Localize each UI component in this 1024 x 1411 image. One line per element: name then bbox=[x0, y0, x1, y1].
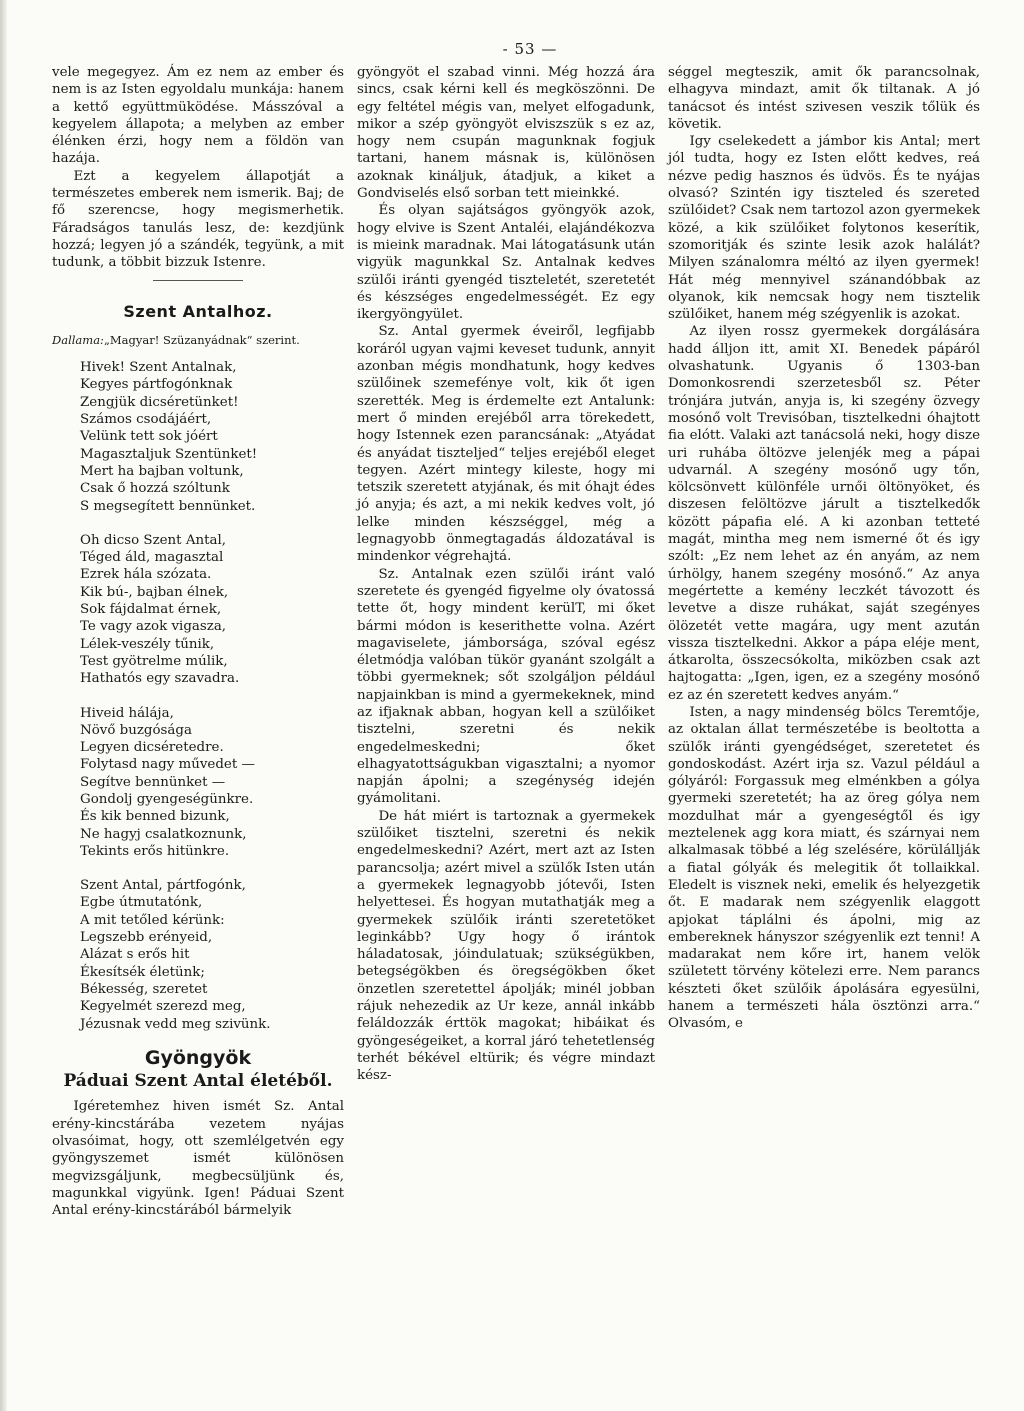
verse-line: Segítve bennünket — bbox=[80, 774, 226, 790]
paragraph: Az ilyen rossz gyermekek dorgálására hadd álljon itt, amit XI. Benedek pápáról olvashatunk. Ugyanis ő 1303-ban Domonkosrendi szerzetesből sz. Péter trónjára jutván, anyja is, ki szegény özvegy mosónő volt Trevisóban, tisztelkedni óhajtott fia elótt. Valaki azt tanácsolá neki, hogy disze uri ruhába öltözve jelenjék meg a pápai udvarnál. A szegény mosónő ugy tőn, kölcsönvett különféle urnői öltönyöket, és diszesen felöltözve járult a tisztelkedők között pápafia elé. A ki azonban tetteté magát, mintha meg nem ismerné őt és igy szólt: „Ez nem lehet az én anyám, az nem úrhölgy, hanem szegény mosónő.“ Az anya megértette a kemény leczkét távozott és levetve a disze ruhákat, saját szegényes ölözetét vette magára, ugy ment azután vissza tisztelkedni. Akkor a pápa eléje ment, átkarolta, összecsókolta, miközben csak azt hajtogatta: „Igen, igen, ez a szegény mosónő ez az én szeretett kedves anyám.“ bbox=[668, 324, 980, 703]
verse-line: Szent Antal, pártfogónk, bbox=[80, 878, 246, 894]
verse-line: Számos csodájáért, bbox=[80, 412, 212, 428]
verse-line: Téged áld, magasztal bbox=[80, 550, 224, 566]
verse-line: Egbe útmutatónk, bbox=[80, 895, 203, 911]
verse-line: Magasztaljuk Szentünket! bbox=[80, 446, 258, 462]
verse-line: Zengjük dicséretünket! bbox=[80, 394, 239, 410]
melody-note bbox=[52, 332, 344, 349]
column-1 bbox=[52, 64, 344, 1220]
verse-line: Velünk tett sok jóért bbox=[80, 429, 218, 445]
verse-line: Te vagy azok vigasza, bbox=[80, 619, 227, 635]
paragraph: gyöngyöt el szabad vinni. Még hozzá ára sincs, csak kérni kell és megköszönni. De egy feltétel mégis van, melyet elfogadunk, mikor a szép gyöngyöt elviszszük s ez az, hogy nem csupán magunknak fogjuk tartani, hanem másnak is, különösen azoknak kináljuk, átadjuk, a kiket a Gondviselés első sorban tett mieinkké. bbox=[357, 65, 655, 202]
paragraph: De hát miért is tartoznak a gyermekek szülőiket tisztelni, szeretni és nekik engedelmeskedni? Azért, mert azt az Isten parancsolja; azért mivel a szülők Isten után a gyermekek legnagyobb jótevői, Isten helyettesei. És hogyan mutathatják meg a gyermekek szülőik iránti szeretetöket leginkább? Ugy hogy ő irántok háladatosak, jóindulatuak; szükségükben, betegségökben és öregségökben őket önzetlen szeretettel ápolják; minél jobban rájuk nehezedik az Ur keze, annál inkább feláldozzák érttök magokat; hibáikat és gyöngeségeiket, a korral járó tehetetlenség terhét békével eltürik; és végre mindazt kész- bbox=[357, 808, 655, 1084]
verse-line: Lélek-veszély tűnik, bbox=[80, 636, 215, 652]
verse-line: Legyen dicséretedre. bbox=[80, 740, 224, 756]
paragraph: Ezt a kegyelem állapotját a természetes emberek nem ismerik. Baj; de fő szerencse, hogy megismerhetik. Fáradságos tanulás lesz, de: kezdjünk hozzá; legyen jó a szándék, tegyünk, a mit tudunk, a többit bizzuk Istenre. bbox=[52, 168, 344, 271]
paragraph: vele megegyez. Ám ez nem az ember és nem is az Isten egyoldalu munkája: hanem a kettő együttmüködése. Másszóval a kegyelem állapota; a melyben az ember élénken érzi, hogy nem a földön van hazája. bbox=[52, 65, 344, 167]
verse-line: Kegyes pártfogónknak bbox=[80, 377, 233, 393]
verse-line: Kegyelmét szerezd meg, bbox=[80, 999, 246, 1015]
verse-line: Folytasd nagy művedet — bbox=[80, 757, 255, 773]
verse-line: Hathatós egy szavadra. bbox=[80, 671, 240, 687]
verse-line: Legszebb erényeid, bbox=[80, 930, 213, 946]
page-number: - 53 — bbox=[502, 40, 558, 58]
melody-text: „Magyar! Szüzanyádnak“ szerint. bbox=[103, 332, 300, 347]
verse-line: Kik bú-, bajban élnek, bbox=[80, 584, 229, 600]
section-subtitle: Páduai Szent Antal életéből. bbox=[63, 1071, 333, 1092]
verse-line: Csak ő hozzá szóltunk bbox=[80, 481, 230, 497]
verse-line: És kik benned bizunk, bbox=[80, 809, 230, 825]
melody-label: Dallama: bbox=[52, 332, 104, 347]
paragraph: És olyan sajátságos gyöngyök azok, hogy elvive is Szent Antaléi, elajándékozva is mieink maradnak. Mai látogatásunk után vigyük magunkkal Sz. Antalnak kedves szülői iránti gyengéd tiszteletét, szeretetét és készséges engedelmességét. Ez egy ikergyöngyület. bbox=[357, 203, 655, 323]
page-edge-shadow bbox=[0, 0, 7, 1411]
verse-line: Ne hagyj csalatkoznunk, bbox=[80, 826, 247, 842]
verse-line: S megsegített bennünket. bbox=[80, 498, 256, 514]
verse-line: Jézusnak vedd meg szivünk. bbox=[80, 1016, 271, 1032]
divider bbox=[153, 280, 243, 281]
verse-line: Sok fájdalmat érnek, bbox=[80, 602, 222, 618]
paragraph: Igéretemhez hiven ismét Sz. Antal erény-kincstárába vezetem nyájas olvasóimat, hogy, ott szemlélgetvén egy gyöngyszemet ismét különösen megvizsgáljunk, megbecsüljünk és, magunkkal vigyünk. Igen! Páduai Szent Antal erény-kincstárából bármelyik bbox=[52, 1099, 344, 1219]
verse-line: Növő buzgósága bbox=[80, 722, 192, 738]
verse-line: Test gyötrelme múlik, bbox=[80, 653, 228, 669]
paragraph: séggel megteszik, amit ők parancsolnak, elhagyva mindazt, amit ők tiltanak. A jó tanácsot és intést szivesen veszik tőlük és követik. bbox=[668, 65, 980, 132]
stanza bbox=[80, 532, 344, 688]
stanza bbox=[80, 359, 344, 515]
verse-line: Oh dicso Szent Antal, bbox=[80, 532, 227, 548]
paragraph: Igy cselekedett a jámbor kis Antal; mert jól tudta, hogy ez Isten előtt kedves, reá nézve pedig hasznos és üdvös. És te nyájas olvasó? Szintén igy tiszteled és szereted szülőidet? Csak nem tartozol azon gyermekek közé, a kik szülőiket folytonos keserítik, szomoritják és szinte lesik azok halálát? Milyen szánalomra méltó az ilyen gyermek! Hát még mennyivel szánandóbbak az olyanok, kik nemcsak hogy nem tisztelik szülőiket, hanem még szégyenlik is azokat. bbox=[668, 134, 980, 323]
column-2 bbox=[357, 64, 655, 1085]
verse-line: A mit tetőled kérünk: bbox=[80, 912, 225, 928]
stanza bbox=[80, 877, 344, 1033]
verse-line: Hivek! Szent Antalnak, bbox=[80, 360, 237, 376]
verse-line: Alázat s erős hit bbox=[80, 947, 190, 963]
paragraph: Sz. Antalnak ezen szülői iránt való szeretete és gyengéd figyelme oly óvatossá tette őt, hogy mindent kerülT, mi őket bármi módon is keserithette volna. Azért magaviselete, jámborsága, szóval egész életmódja valóban tükör gyanánt szolgált a többi gyermeknek; sőt szolgáljon például napjainkban is mind a gyermekeknek, mind az ifjaknak abban, hogyan kell a szülőiket tisztelni, szeretni és nekik engedelmeskedni; őket elhagyatottságukban vigasztalni; a nyomor napján ápolni; a szegénység idején gyámolitani. bbox=[357, 566, 655, 807]
verse-line: Békesség, szeretet bbox=[80, 981, 208, 997]
song-title: Szent Antalhoz. bbox=[123, 301, 273, 321]
verse-line: Tekints erős hitünkre. bbox=[80, 843, 230, 859]
verse-line: Hiveid hálája, bbox=[80, 705, 174, 721]
paragraph: Sz. Antal gyermek éveiről, legfijabb koráról ugyan vajmi keveset tudunk, annyit azonban mégis mondhatunk, hogy kedves szülőinek szemefénye volt, kik őt igen szerették. Meg is érdemelte ezt Antalunk: mert ő minden erejéből arra törekedett, hogy Istennek ezen parancsának: „Atyádat és anyádat tiszteljed“ teljes erejéből eleget tegyen. Azért mintegy kileste, hogy mi tetszik szeretett atyjának, és mit óhajt édes jó anyja; és azt, a mi nekik kedves volt, jó lelke minden készséggel, még a legnagyobb önmegtagadás áldozatával is mindenkor végrehajtá. bbox=[357, 324, 655, 565]
section-title: Gyöngyök bbox=[144, 1046, 252, 1069]
column-3 bbox=[668, 64, 980, 1033]
stanza bbox=[80, 705, 344, 861]
verse-line: Ezrek hála szózata. bbox=[80, 567, 212, 583]
verse-line: Ékesítsék életünk; bbox=[80, 964, 205, 980]
verse-line: Gondolj gyengeségünkre. bbox=[80, 791, 254, 807]
paragraph: Isten, a nagy mindenség bölcs Teremtője, az oktalan állat természetébe is beoltotta a szülők iránti gyengédséget, szeretetet és gondoskodást. Azért irja sz. Vazul például a gólyáról: Forgassuk meg elménkben a gólya gyermeki szeretetét; ha az öreg gólya nem mozdulhat már a gyengeségtől és igy meztelenek agg kora miatt, és szárnyai nem alkalmasak többé a lég szelésére, körülállják a fiatal gólyák és melegitik őt tollaikkal. Eledelt is visznek neki, emelik és helyezgetik őt. E madarak nem szégyenlik elaggott apjokat táplálni és ápolni, mig az embereknek hányszor szégyenlik ezt tenni! A madarakat nem kőre irt, hanem velök született törvény kötelezi erre. Nem parancs készteti őket szülőik ápolására egyesülni, hanem a természeti hála ösztönzi arra.“ Olvasóm, e bbox=[668, 704, 980, 1032]
verse-line: Mert ha bajban voltunk, bbox=[80, 463, 244, 479]
